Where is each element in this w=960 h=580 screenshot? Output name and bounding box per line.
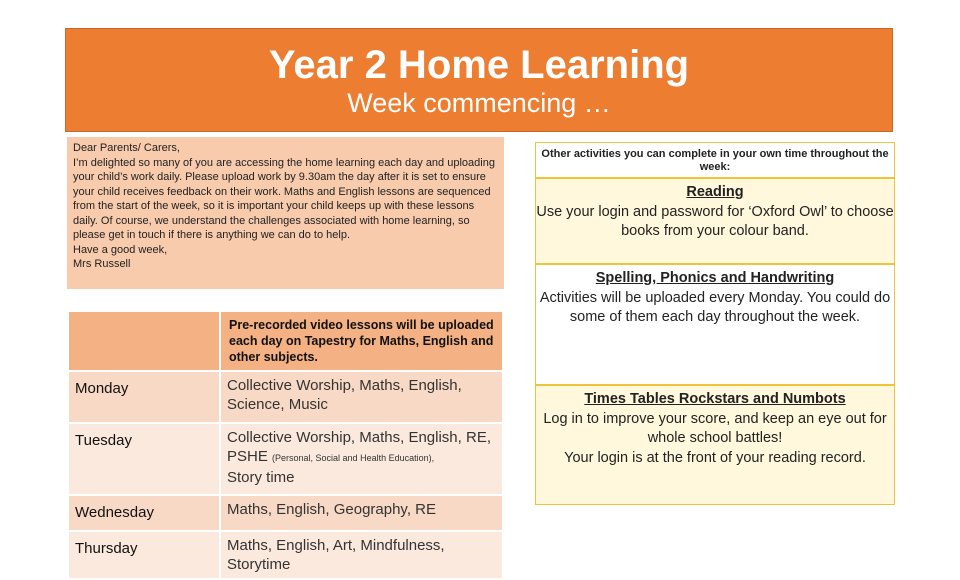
subjects-cell [220, 423, 503, 495]
page-title: Year 2 Home Learning [268, 43, 690, 87]
other-activities-header: Other activities you can complete in your own time throughout the week: [535, 142, 895, 178]
table-row [68, 423, 503, 495]
reading-heading: Reading [686, 184, 744, 200]
letter-signoff: Have a good week, [73, 243, 168, 256]
timetable-header-blank [68, 311, 220, 371]
subjects-text: Collective Worship, Maths, English, RE, PSHE [227, 429, 491, 465]
page-subtitle: Week commencing … [347, 88, 611, 118]
times-tables-box [535, 385, 895, 505]
title-banner [65, 28, 893, 132]
letter-signature: Mrs Russell [73, 258, 131, 270]
day-cell: Tuesday [68, 423, 220, 495]
timetable-header-row [68, 311, 503, 371]
subjects-small-text: (Personal, Social and Health Education), [272, 453, 435, 463]
times-tables-heading: Times Tables Rockstars and Numbots [584, 391, 846, 407]
day-cell: Wednesday [68, 495, 220, 531]
table-row [68, 495, 503, 531]
parent-letter [67, 137, 504, 289]
day-cell: Monday [68, 371, 220, 423]
spelling-heading: Spelling, Phonics and Handwriting [595, 270, 835, 286]
table-row [68, 371, 503, 423]
spelling-text: Activities will be uploaded every Monday. You could do some of them each day throughout the week. [539, 289, 891, 325]
subjects-extra-text: Story time [227, 469, 295, 486]
spelling-box [535, 264, 895, 385]
letter-body: I’m delighted so many of you are accessing the home learning each day and uploading your child’s work daily. Please upload work by 9.30am the day after it is set to ensure your child receives feedback on their work. Maths and English lessons are sequenced from the start of the week, so it is important your child keeps up with these lessons daily. Of course, we understand the challenges associated with home learning, so please get in touch if there is anything we can do to help. [73, 156, 495, 241]
table-row [68, 531, 503, 579]
times-tables-text-2: Your login is at the front of your reading record. [564, 449, 866, 466]
times-tables-text: Log in to improve your score, and keep an eye out for whole school battles! [543, 410, 887, 446]
reading-box [535, 178, 895, 264]
timetable-note: Pre-recorded video lessons will be uploaded each day on Tapestry for Maths, English and other subjects. [220, 311, 503, 371]
subjects-cell: Collective Worship, Maths, English, Science, Music [220, 371, 503, 423]
day-cell: Thursday [68, 531, 220, 579]
letter-greeting: Dear Parents/ Carers, [73, 142, 180, 154]
reading-text: Use your login and password for ‘Oxford Owl’ to choose books from your colour band. [536, 203, 894, 239]
other-activities-panel [535, 142, 895, 505]
subjects-cell: Maths, English, Art, Mindfulness, Storytime [220, 531, 503, 579]
subjects-cell: Maths, English, Geography, RE [220, 495, 503, 531]
